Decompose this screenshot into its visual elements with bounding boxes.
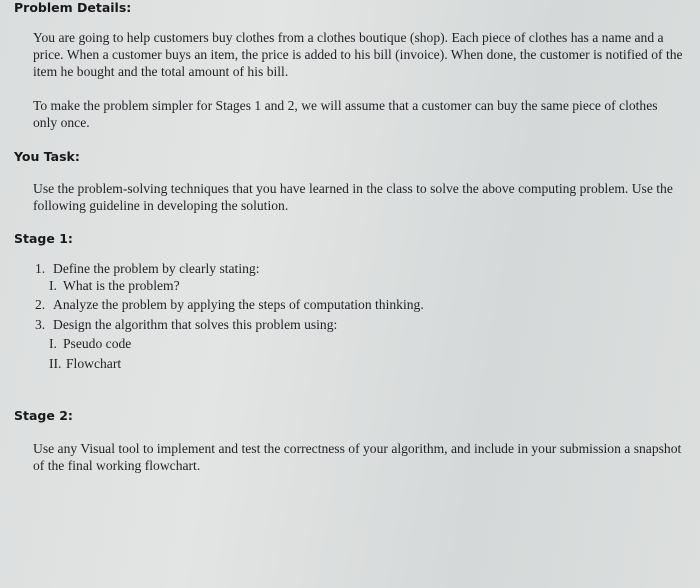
list-item (35, 260, 259, 277)
list-item-number: 1. (35, 261, 46, 276)
problem-description-paragraph: You are going to help customers buy clothes from a clothes boutique (shop). Each piece of clothes has a name and a price. When a customer buys an item, the price is added to his bill (invoice). When done, the customer is notified of the item he bought and the total amount of his bill. (33, 30, 683, 79)
list-item (49, 277, 180, 294)
list-item (35, 316, 337, 333)
list-item (49, 355, 121, 372)
list-item-number: 3. (35, 317, 46, 332)
your-task-heading: You Task: (14, 149, 80, 164)
list-item (35, 296, 424, 313)
list-item-text: What is the problem? (63, 278, 180, 293)
list-item-text: Analyze the problem by applying the steps of computation thinking. (53, 297, 424, 312)
list-item-number: 2. (35, 297, 46, 312)
list-item-text: Design the algorithm that solves this problem using: (53, 317, 338, 332)
task-paragraph: Use the problem-solving techniques that you have learned in the class to solve the above computing problem. Use the following guideline in developing the solution. (33, 181, 673, 213)
list-item-text: Pseudo code (63, 336, 132, 351)
list-item-text: Define the problem by clearly stating: (53, 261, 260, 276)
list-item-number: I. (49, 336, 57, 351)
list-item-number: I. (49, 278, 57, 293)
list-item-text: Flowchart (66, 356, 122, 371)
simplification-paragraph: To make the problem simpler for Stages 1 and 2, we will assume that a customer can buy the same piece of clothes only once. (33, 98, 658, 130)
stage2-heading: Stage 2: (14, 408, 73, 423)
stage2-paragraph: Use any Visual tool to implement and test the correctness of your algorithm, and include in your submission a snapshot of the final working flowchart. (33, 441, 682, 473)
problem-details-heading: Problem Details: (14, 0, 132, 15)
list-item-number: II. (49, 356, 62, 371)
stage1-heading: Stage 1: (14, 231, 73, 246)
list-item (49, 335, 131, 352)
